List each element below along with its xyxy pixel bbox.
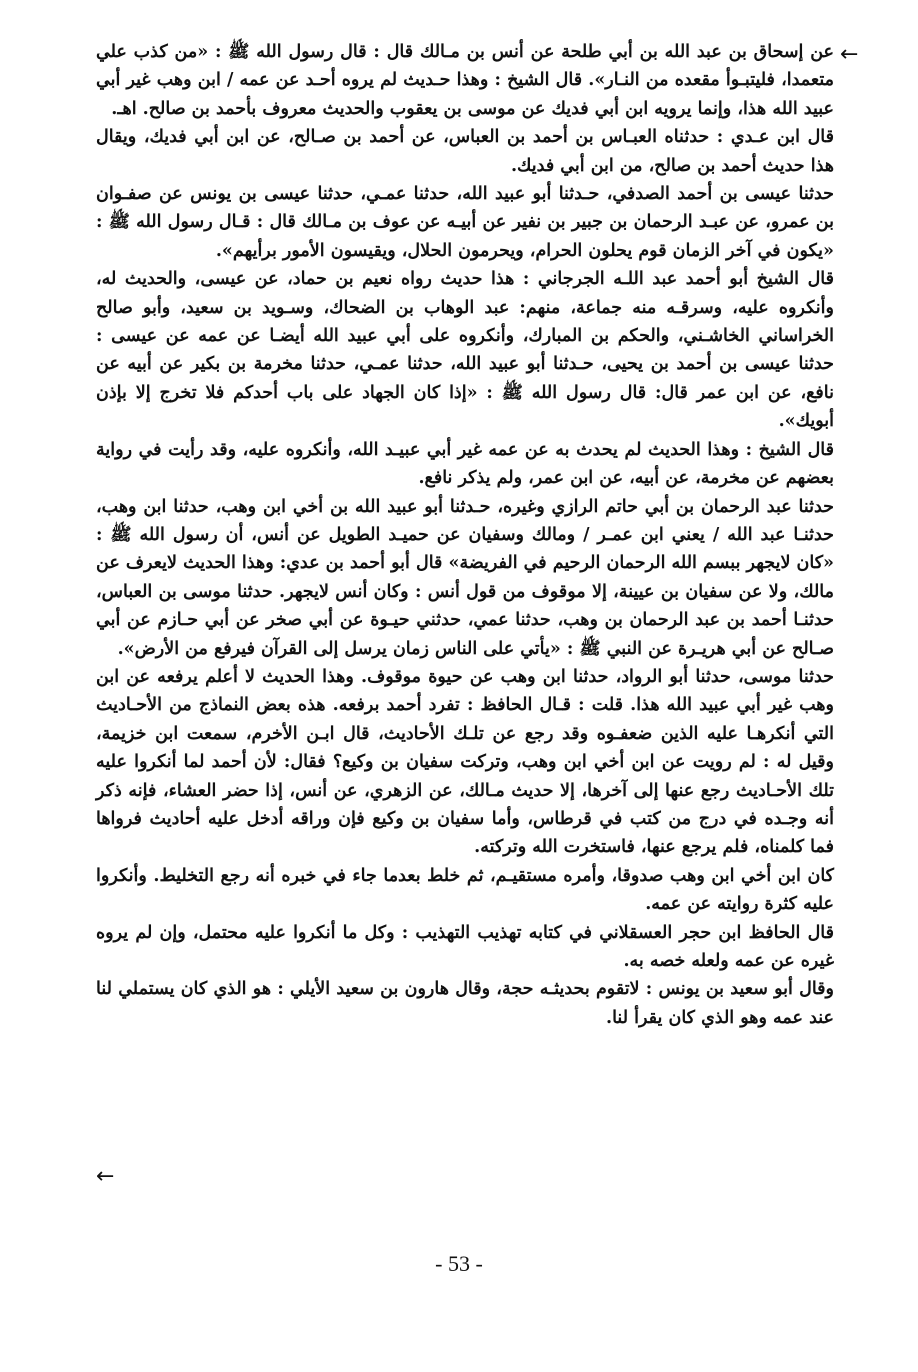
paragraph: قال الشيخ أبو أحمد عبد اللـه الجرجاني : هذا حديث رواه نعيم بن حماد، عن عيسى، والحديث له، وأنكروه عليه، وسرقـه منه جماعة، منهم: عبد الوهاب بن الضحاك، وسـويد بن سعيد، وأبو صالح الخراساني الخاشـني، والحكم بن المبارك، وأنكروه على أبي عبيد الله أيضـا عن عمه عن عيسى : حدثنا عيسى بن أحمد بن يحيى، حـدثنا أبو عبيد الله، حدثنا عمـي، حدثنا مخرمة بن بكير عن أبيه عن نافع، عن ابن عمر قال: قال رسول الله ﷺ : «إذا كان الجهاد على باب أحدكم فلا تخرج إلا بإذن أبويك». [96,269,835,432]
paragraph: وقال أبو سعيد بن يونس : لاتقوم بحديثـه حجة، وقال هارون بن سعيد الأيلي : هو الذي كان يستملي لنا عند عمه وهو الذي كان يقرأ لنا. [96,979,834,1028]
paragraph: حدثنا موسى، حدثنا أبو الرواد، حدثنا ابن وهب عن حيوة موقوف. وهذا الحديث لا أعلم يرفعه عن ابن وهب غير أبي عبيد الله هذا. قلت : قـال الحافظ : تفرد أحمد برفعه. هذه بعض النماذج من الأحـاديث التي أنكرهـا عليه الذين ضعفـوه وقد رجع عن تلـك الأحاديث، قال ابـن الأخرم، سمعت ابن خزيمة، وقيل له : لم رويت عن ابن أخي ابن وهب، وتركت سفيان بن وكيع؟ فقال: لأن أحمد لما أنكروا عليه تلك الأحـاديث رجع عنها إلى آخرها، إلا حديث مـالك، عن الزهري، عن أنس، إذا حضر العشاء، فإنه ذكر أنه وجـده في درج من كتب في قرطاس، وأما سفيان بن وكيع فإن وراقه أدخل عليه أحاديث فرواها فما كلمناه، فلم يرجع عنها، فاستخرت الله وتركته. [96,666,834,858]
paragraph: قال الشيخ : وهذا الحديث لم يحدث به عن عمه غير أبي عبيـد الله، وأنكروه عليه، وقد رأيت في رواية بعضهم عن مخرمة، عن أبيه، عن ابن عمر، ولم يذكر نافع. [96,439,834,489]
next-page-arrow-icon: ← [96,1164,115,1189]
paragraph: عن إسحاق بن عبد الله بن أبي طلحة عن أنس بن مـالك قال : قال رسول الله ﷺ : «من كذب علي متعمدا، فليتبـوأ مقعده من النـار». قال الشيخ : وهذا حـديث لم يروه أحـد عن عمه / ابن وهب غير أبي عبيد الله هذا، وإنما يرويه ابن أبي فديك عن موسى بن يعقوب والحديث معروف بأحمد بن صالح. اهـ. [96,42,834,119]
paragraph: حدثنا عبد الرحمان بن أبي حاتم الرازي وغيره، حـدثنا أبو عبيد الله بن أخي ابن وهب، حدثنا ابن وهب، حدثنـا عبد الله / يعني ابن عمـر / ومالك وسفيان عن حميـد الطويل عن أنس، أن رسول الله ﷺ : «كان لايجهر ببسم الله الرحمان الرحيم في الفريضة» قال أبو أحمد بن عدي: وهذا الحديث لايعرف عن مالك، ولا عن سفيان بن عيينة، إلا موقوف من قول أنس : وكان أنس لايجهر. حدثنا موسى بن العباس، حدثنـا أحمد بن عبد الرحمان بن وهب، حدثنا عمي، حدثني حيـوة عن أبي صخر عن أبي حـازم عن أبي صـالح عن أبي هريـرة عن النبي ﷺ : «يأتي على الناس زمان يرسل إلى القرآن فيرفع من الأرض». [96,496,834,659]
continuation-arrow-icon: ← [840,42,859,67]
paragraph: قال ابن عـدي : حدثناه العبـاس بن أحمد بن العباس، عن أحمد بن صـالح، عن ابن أبي فديك، ويقال هذا حديث أحمد بن صالح، من ابن أبي فديك. [96,127,834,176]
paragraph: كان ابن أخي ابن وهب صدوقا، وأمره مستقيـم، ثم خلط بعدما جاء في خبره أنه رجع التخليط. وأنكروا عليه كثرة روايته عن عمه. [96,865,834,915]
paragraph: قال الحافظ ابن حجر العسقلاني في كتابه تهذيب التهذيب : وكل ما أنكروا عليه محتمل، وإن لم يروه غيره عن عمه ولعله خصه به. [96,922,834,971]
paragraph: حدثنا عيسى بن أحمد الصدفي، حـدثنا أبو عبيد الله، حدثنا عمـي، حدثنا عيسى بن يونس عن صفـوان بن عمرو، عن عبـد الرحمان بن جبير بن نفير عن أبيـه عن عوف بن مـالك قال : قـال رسول الله ﷺ : «يكون في آخر الزمان قوم يحلون الحرام، ويحرمون الحلال، ويقيسون الأمور برأيهم». [96,184,834,261]
page-number: - 53 - [435,1251,483,1276]
body-text [96,38,834,1032]
